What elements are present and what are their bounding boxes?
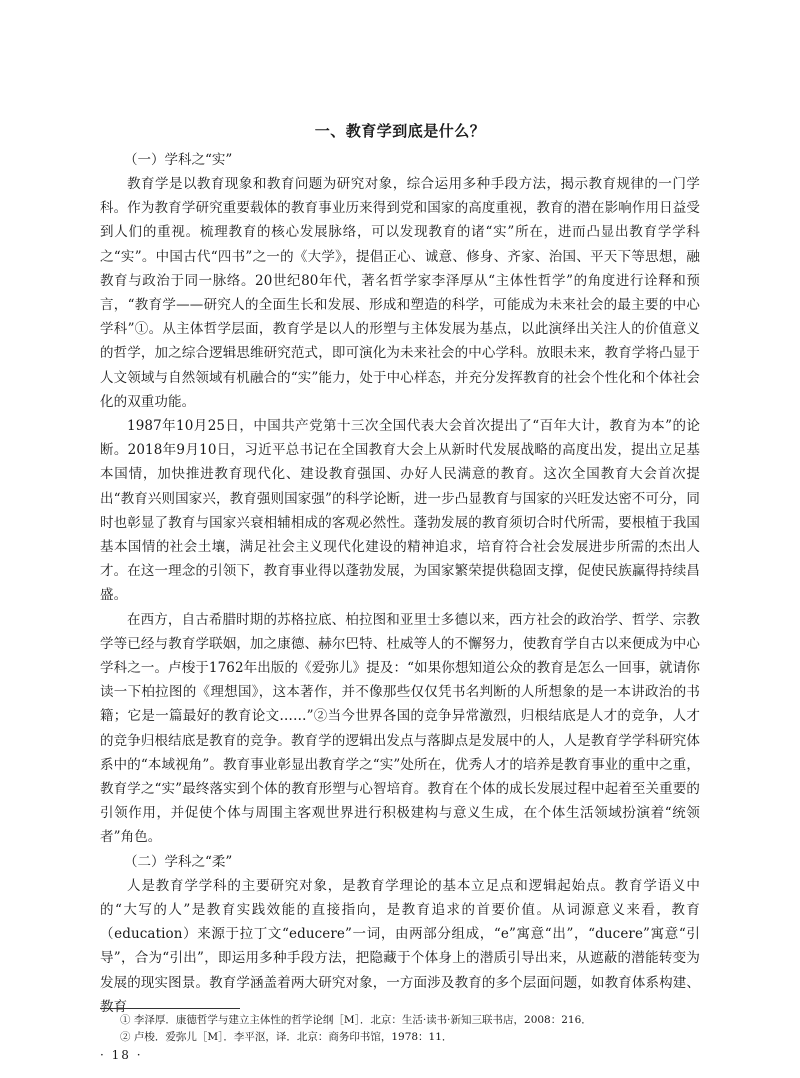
footnote-divider <box>100 1008 240 1009</box>
footnote-2: ② 卢梭．爱弥儿［M］．李平沤，译．北京：商务印书馆，1978：11． <box>120 1031 453 1043</box>
paragraph: 教育学是以教育现象和教育问题为研究对象，综合运用多种手段方法，揭示教育规律的一门学科。作为教育学研究重要载体的教育事业历来得到党和国家的高度重视，教育的潜在影响作用日益受到人们的重视。梳理教育的核心发展脉络，可以发现教育的诸“实”所在，进而凸显出教育学学科之“实”。中国古代“四书”之一的《大学》，提倡正心、诚意、修身、齐家、治国、平天下等思想，融教育与政治于同一脉络。20世纪80年代，著名哲学家李泽厚从“主体性哲学”的角度进行诠释和预言，“教育学——研究人的全面生长和发展、形成和塑造的科学，可能成为未来社会的最主要的中心学科”①。从主体哲学层面，教育学是以人的形塑与主体发展为基点，以此演绎出关注人的价值意义的哲学，加之综合逻辑思维研究范式，即可演化为未来社会的中心学科。放眼未来，教育学将凸显于人文领域与自然领域有机融合的“实”能力，处于中心样态，并充分发挥教育的社会个性化和个体社会化的双重功能。 <box>100 176 700 410</box>
footnotes <box>100 1012 700 1046</box>
paragraph: 人是教育学学科的主要研究对象，是教育学理论的基本立足点和逻辑起始点。教育学语义中的“大写的人”是教育实践效能的直接指向，是教育追求的首要价值。从词源意义来看，教育（education）来源于拉丁文“educere”一词，由两部分组成，“e”寓意“出”，“ducere”寓意“引导”，合为“引出”，即运用多种手段方法，把隐藏于个体身上的潜质引导出来，从遮蔽的潜能转变为发展的现实图景。教育学涵盖着两大研究对象，一方面涉及教育的多个层面问题，如教育体系构建、教育 <box>100 877 700 1015</box>
subheading-flexibility: （二）学科之“柔” <box>124 853 233 870</box>
footnote-1: ① 李泽厚．康德哲学与建立主体性的哲学论纲［M］．北京：生活·读书·新知三联书店，2008：216． <box>120 1014 592 1026</box>
section-title: 一、教育学到底是什么？ <box>314 122 486 140</box>
page-number: · 18 · <box>100 1048 143 1062</box>
paragraph: 1987年10月25日，中国共产党第十三次全国代表大会首次提出了“百年大计，教育为本”的论断。2018年9月10日，习近平总书记在全国教育大会上从新时代发展战略的高度出发，提出立足基本国情，加快推进教育现代化、建设教育强国、办好人民满意的教育。这次全国教育大会首次提出“教育兴则国家兴，教育强则国家强”的科学论断，进一步凸显教育与国家的兴旺发达密不可分，同时也彰显了教育与国家兴衰相辅相成的客观必然性。蓬勃发展的教育须切合时代所需，要根植于我国基本国情的社会土壤，满足社会主义现代化建设的精神追求，培育符合社会发展进步所需的杰出人才。在这一理念的引领下，教育事业得以蓬勃发展，为国家繁荣提供稳固支撑，促使民族赢得持续昌盛。 <box>100 418 700 604</box>
subheading-substance: （一）学科之“实” <box>124 152 233 168</box>
paragraph: 在西方，自古希腊时期的苏格拉底、柏拉图和亚里士多德以来，西方社会的政治学、哲学、宗教学等已经与教育学联姻，加之康德、赫尔巴特、杜威等人的不懈努力，使教育学自古以来便成为中心学科之一。卢梭于1762年出版的《爱弥儿》提及：“如果你想知道公众的教育是怎么一回事，就请你读一下柏拉图的《理想国》，这本著作，并不像那些仅仅凭书名判断的人所想象的是一本讲政治的书籍；它是一篇最好的教育论文……”②当今世界各国的竞争异常激烈，归根结底是人才的竞争，人才的竞争归根结底是教育的竞争。教育学的逻辑出发点与落脚点是发展中的人，人是教育学学科研究体系中的“本域视角”。教育事业彰显出教育学之“实”处所在，优秀人才的培养是教育事业的重中之重，教育学之“实”最终落实到个体的教育形塑与心智培育。教育在个体的成长发展过程中起着至关重要的引领作用，并促使个体与周围主客观世界进行积极建构与意义生成，在个体生活领域扮演着“统领者”角色。 <box>100 611 700 846</box>
body-text <box>100 148 700 1019</box>
